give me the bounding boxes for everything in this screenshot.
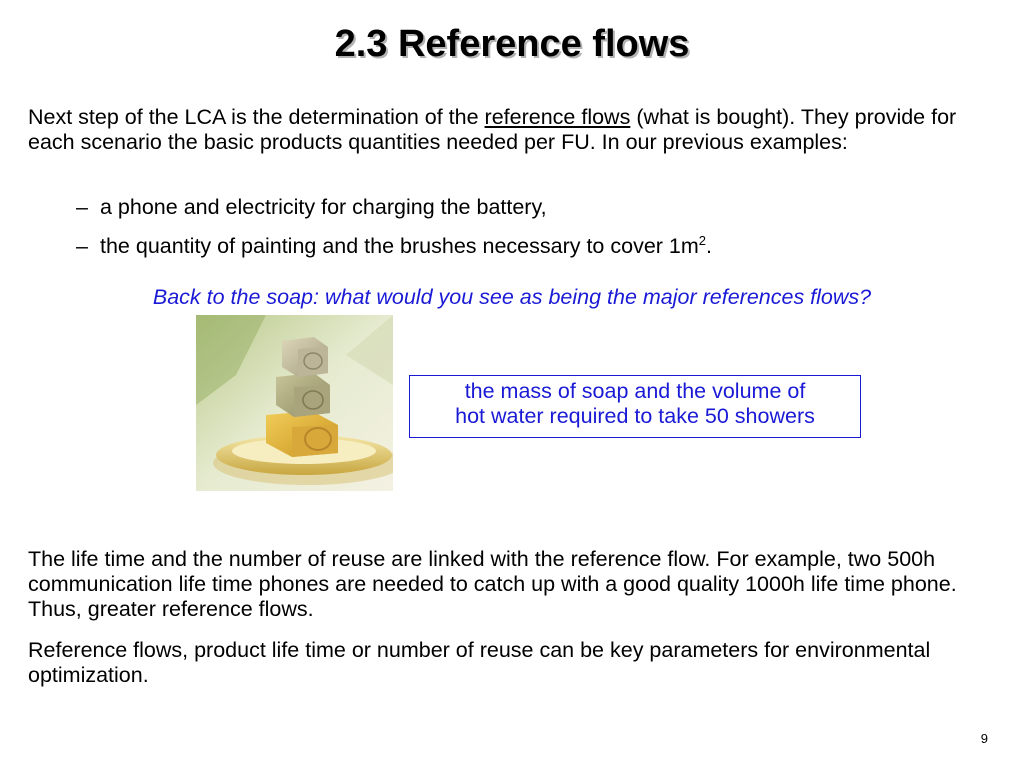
- intro-paragraph: [28, 105, 1003, 155]
- intro-text-start: Next step of the LCA is the determination of the: [28, 105, 485, 129]
- bullet-dash: –: [76, 234, 88, 258]
- slide-title: 2.3 Reference flows: [334, 23, 690, 65]
- answer-box: [409, 375, 861, 438]
- bullet-item: [76, 234, 712, 259]
- bullet-item: [76, 195, 547, 220]
- bullet-text: the quantity of painting and the brushes necessary to cover 1m: [100, 234, 699, 258]
- question-text: Back to the soap: what would you see as being the major references flows?: [152, 285, 872, 309]
- answer-line-1: the mass of soap and the volume of: [464, 379, 806, 403]
- bullet-tail: .: [706, 234, 712, 258]
- answer-line-2: hot water required to take 50 showers: [455, 404, 815, 428]
- bullet-dash: –: [76, 195, 88, 219]
- parameters-paragraph: Reference flows, product life time or number of reuse can be key parameters for environmental optimization.: [28, 638, 931, 687]
- soap-photo: [196, 315, 393, 491]
- page-number: 9: [980, 731, 988, 746]
- intro-text-end: (what is bought). They provide for each scenario the basic products quantities needed per FU. In our previous examples:: [28, 105, 957, 154]
- reference-flows-link: reference flows: [484, 105, 631, 129]
- lifetime-paragraph: The life time and the number of reuse are linked with the reference flow. For example, two 500h communication life time phones are needed to catch up with a good quality 1000h life time phone. Thus, greater reference flows.: [28, 547, 957, 621]
- bullet-text: a phone and electricity for charging the battery,: [100, 195, 547, 219]
- superscript: 2: [698, 233, 707, 248]
